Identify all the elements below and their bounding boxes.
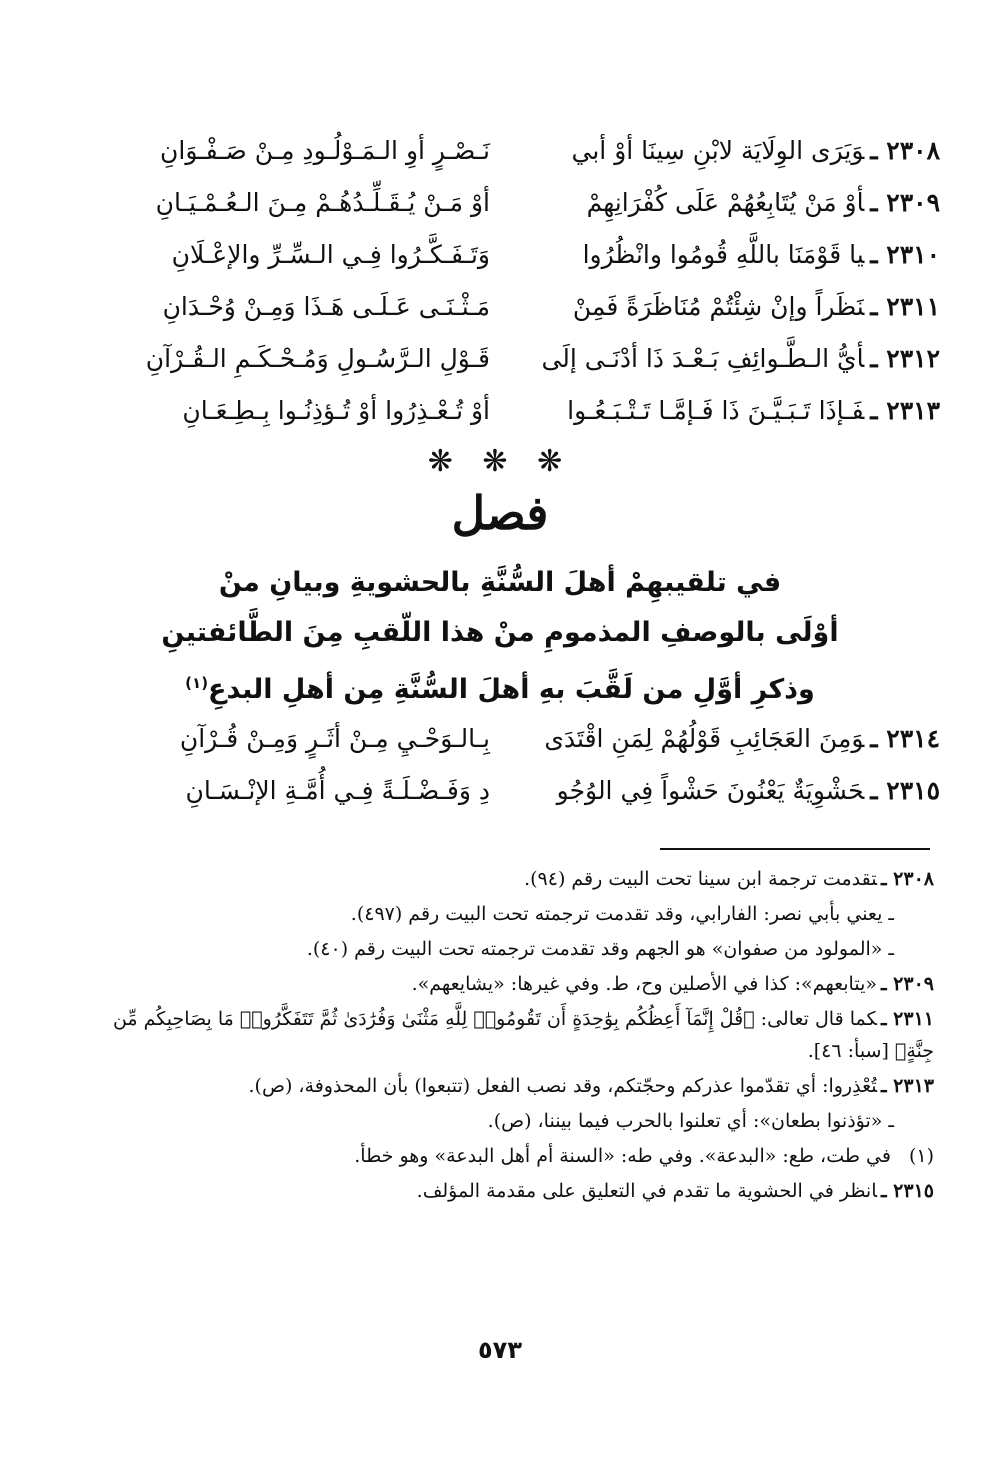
verse-number: ٢٣٠٨ ـ [870,135,940,165]
verses-bottom [70,712,940,816]
note-text: انظر في الحشوية ما تقدم في التعليق على مقدمة المؤلف. [416,1180,877,1202]
note [70,863,934,895]
footnote-divider [660,848,930,850]
note-text: كما قال تعالى: ﴿قُلْ إِنَّمَآ أَعِظُكُم بِوَٰحِدَةٍ أَن تَقُومُوا۟ لِلَّهِ مَثْنَىٰ وَفُرَٰدَىٰ ثُمَّ تَتَفَكَّرُوا۟ مَا بِصَاحِبِكُم مِّن جِنَّةٍ﴾ [سبأ: ٤٦]. [112,1008,934,1062]
first-hemistich [510,776,940,805]
verse-number: ٢٣١٢ ـ [870,343,940,373]
verse-line [70,764,940,816]
note [70,1175,934,1207]
hemistich-text: وَيَرَى الوِلَايَة لابْنِ سِينَا أوْ أبي [571,135,865,165]
footnote-number: (١) [908,1145,934,1167]
section-separator: ❋ ❋ ❋ [427,444,573,479]
verse-number: ٢٣١٥ ـ [870,775,940,805]
second-hemistich: دِ وَفَـضْـلَـةً فِـي أُمَّـةِ الإنْـسَـانِ [185,775,490,805]
note [70,968,934,1000]
note-text: تقدمت ترجمة ابن سينا تحت البيت رقم (٩٤). [524,868,877,890]
note [70,1105,934,1137]
verse-line [70,332,940,384]
verse-number: ٢٣١٠ ـ [870,239,940,269]
note-number: ٢٣١٥ ـ [880,1180,934,1202]
note-text: في طت، طع: «البدعة». وفي طه: «السنة أم أهل البدعة» وهو خطأ. [354,1145,891,1167]
second-hemistich: مَـثْـنَـى عَـلَـى هَـذَا وَمِـنْ وُحْـدَانِ [162,291,490,321]
second-hemistich: أوْ مَـنْ يُـقَـلِّـدُهُـمْ مِـنَ الـعُـمْـيَـانِ [155,187,490,217]
first-hemistich [510,396,940,425]
verse-line [70,124,940,176]
heading-line: أوْلَى بالوصفِ المذمومِ منْ هذا اللّقبِ مِنَ الطَّائفتينِ [161,617,839,648]
chapter-heading [100,558,900,715]
heading-line [100,658,900,715]
hemistich-text: نَظَراً وإنْ شِئْتُمْ مُنَاظَرَةً فَمِنْ [572,291,865,321]
hemistich-text: يا قَوْمَنَا باللَّهِ قُومُوا وانْظُرُوا [582,239,865,269]
first-hemistich [510,292,940,321]
hemistich-text: فَـإذَا تَـبَـيَّـنَ ذَا فَـإمَّـا تَـتْـبَـعُـوا [567,395,865,425]
verses-top [70,124,940,436]
note-number: ٢٣٠٩ ـ [880,973,934,995]
footnotes [70,860,934,1210]
hemistich-text: حَشْوِيَةٌ يَعْنُونَ حَشْواً فِي الوُجُو [556,775,865,805]
note-number: ٢٣١١ ـ [880,1008,934,1030]
heading-text: وذكرِ أوَّلِ من لَقَّبَ بهِ أهلَ السُّنَّةِ مِن أهلِ البدعِ [208,674,815,705]
verse-line [70,228,940,280]
first-hemistich [510,344,940,373]
hemistich-text: أيُّ الـطَّـوائِفِ بَـعْـدَ ذَا أدْنَـى إلَى [541,343,865,373]
note [70,1003,934,1067]
section-title: فصل [451,486,549,540]
verse-line [70,712,940,764]
first-hemistich [510,724,940,753]
note-text: ـ «المولود من صفوان» هو الجهم وقد تقدمت ترجمته تحت البيت رقم (٤٠). [306,938,894,960]
note-number: ٢٣١٣ ـ [880,1075,934,1097]
note-text: ـ «تؤذنوا بطعان»: أي تعلنوا بالحرب فيما بيننا، (ص). [487,1110,894,1132]
note [70,898,934,930]
footnote [70,1140,934,1172]
hemistich-text: وَمِنَ العَجَائِبِ قَوْلُهُمْ لِمَنِ اقْتَدَى [544,723,865,753]
second-hemistich: قَـوْلِ الـرَّسُـولِ وَمُـحْـكَـمِ الـقُـرْآنِ [145,343,490,373]
page-number: ٥٧٣ [478,1336,522,1364]
second-hemistich: وَتَـفَـكَّـرُوا فِـي الـسِّـرِّ والإعْـلَانِ [171,239,490,269]
verse-line [70,280,940,332]
hemistich-text: أوْ مَنْ يُتَابِعُهُمْ عَلَى كُفْرَانِهِمْ [586,187,865,217]
second-hemistich: بِـالـوَحْـيِ مِـنْ أثَـرٍ وَمِـنْ قُـرْآنِ [179,723,490,753]
note [70,1070,934,1102]
note-number: ٢٣٠٨ ـ [880,868,934,890]
verse-number: ٢٣١١ ـ [870,291,940,321]
verse-line [70,384,940,436]
note-text: تُعْذِروا: أي تقدّموا عذركم وحجّتكم، وقد نصب الفعل (تتبعوا) بأن المحذوفة، (ص). [248,1075,877,1097]
first-hemistich [510,240,940,269]
note-text: «يتابعهم»: كذا في الأصلين وح، ط. وفي غيرها: «يشايعهم». [411,973,877,995]
verse-number: ٢٣١٣ ـ [870,395,940,425]
first-hemistich [510,136,940,165]
note [70,933,934,965]
heading-line: في تلقيبهِمْ أهلَ السُّنَّةِ بالحشويةِ وبيانِ منْ [218,567,782,598]
verse-number: ٢٣١٤ ـ [870,723,940,753]
first-hemistich [510,188,940,217]
footnote-mark: (١) [185,674,209,692]
note-text: ـ يعني بأبي نصر: الفارابي، وقد تقدمت ترجمته تحت البيت رقم (٤٩٧). [350,903,894,925]
verse-line [70,176,940,228]
second-hemistich: نَـصْـرٍ أوِ الـمَـوْلُـودِ مِـنْ صَـفْـوَانِ [160,135,490,165]
verse-number: ٢٣٠٩ ـ [870,187,940,217]
second-hemistich: أوْ تُـعْـذِرُوا أوْ تُـؤذِنُـوا بِـطِـعَـانِ [182,395,490,425]
